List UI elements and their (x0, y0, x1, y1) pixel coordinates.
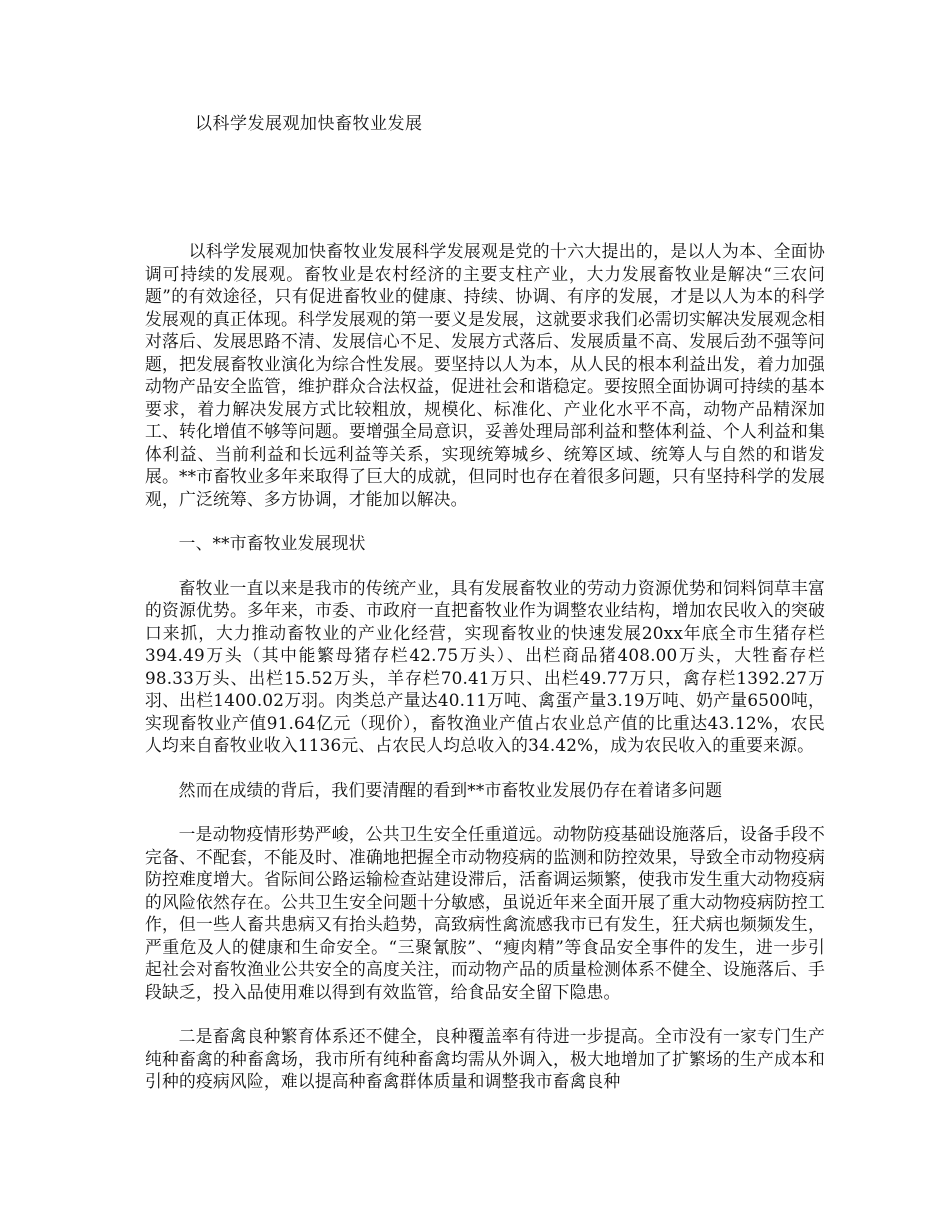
document-title: 以科学发展观加快畜牧业发展 (195, 114, 423, 134)
paragraph-problem-two: 二是畜禽良种繁育体系还不健全，良种覆盖率有待进一步提高。全市没有一家专门生产纯种畜禽的种畜禽场，我市所有纯种畜禽均需从外调入，极大地增加了扩繁场的生产成本和引种的疫病风险，难以提高种畜禽群体质量和调整我市畜禽良种 (145, 1026, 825, 1091)
section-heading-current-status: 一、**市畜牧业发展现状 (178, 533, 366, 553)
paragraph-problem-one: 一是动物疫情形势严峻，公共卫生安全任重道远。动物防疫基础设施落后，设备手段不完备、不配套，不能及时、准确地把握全市动物疫病的监测和防控效果，导致全市动物疫病防控难度增大。省际间公路运输检查站建设滞后，活畜调运频繁，使我市发生重大动物疫病的风险依然存在。公共卫生安全问题十分敏感，虽说近年来全面开展了重大动物疫病防控工作，但一些人畜共患病又有抬头趋势，高致病性禽流感我市已有发生，狂犬病也频频发生，严重危及人的健康和生命安全。“三聚氰胺”、“瘦肉精”等食品安全事件的发生，进一步引起社会对畜牧渔业公共安全的高度关注，而动物产品的质量检测体系不健全、设施落后、手段缺乏，投入品使用难以得到有效监管，给食品安全留下隐患。 (145, 824, 825, 1002)
paragraph-current-status: 畜牧业一直以来是我市的传统产业，具有发展畜牧业的劳动力资源优势和饲料饲草丰富的资源优势。多年来，市委、市政府一直把畜牧业作为调整农业结构，增加农民收入的突破口来抓，大力推动畜牧业的产业化经营，实现畜牧业的快速发展20xx年底全市生猪存栏394.49万头（其中能繁母猪存栏42.75万头）、出栏商品猪408.00万头，大牲畜存栏98.33万头、出栏15.52万头，羊存栏70.41万只、出栏49.77万只，禽存栏1392.27万羽、出栏1400.02万羽。肉类总产量达40.11万吨、禽蛋产量3.19万吨、奶产量6500吨，实现畜牧业产值91.64亿元（现价），畜牧渔业产值占农业总产值的比重达43.12%，农民人均来自畜牧业收入1136元、占农民人均总收入的34.42%，成为农民收入的重要来源。 (145, 577, 825, 755)
document-body (145, 240, 825, 1093)
paragraph-problems-lead: 然而在成绩的背后，我们要清醒的看到**市畜牧业发展仍存在着诸多问题 (178, 779, 723, 800)
paragraph-intro: 以科学发展观加快畜牧业发展科学发展观是党的十六大提出的，是以人为本、全面协调可持续的发展观。畜牧业是农村经济的主要支柱产业，大力发展畜牧业是解决“三农问题”的有效途径，只有促进畜牧业的健康、持续、协调、有序的发展，才是以人为本的科学发展观的真正体现。科学发展观的第一要义是发展，这就要求我们必需切实解决发展观念相对落后、发展思路不清、发展信心不足、发展方式落后、发展质量不高、发展后劲不强等问题，把发展畜牧业演化为综合性发展。要坚持以人为本，从人民的根本利益出发，着力加强动物产品安全监管，维护群众合法权益，促进社会和谐稳定。要按照全面协调可持续的基本要求，着力解决发展方式比较粗放，规模化、标准化、产业化水平不高，动物产品精深加工、转化增值不够等问题。要增强全局意识，妥善处理局部利益和整体利益、个人利益和集体利益、当前利益和长远利益等关系，实现统筹城乡、统筹区域、统筹人与自然的和谐发展。**市畜牧业多年来取得了巨大的成就，但同时也存在着很多问题，只有坚持科学的发展观，广泛统筹、多方协调，才能加以解决。 (145, 241, 825, 509)
